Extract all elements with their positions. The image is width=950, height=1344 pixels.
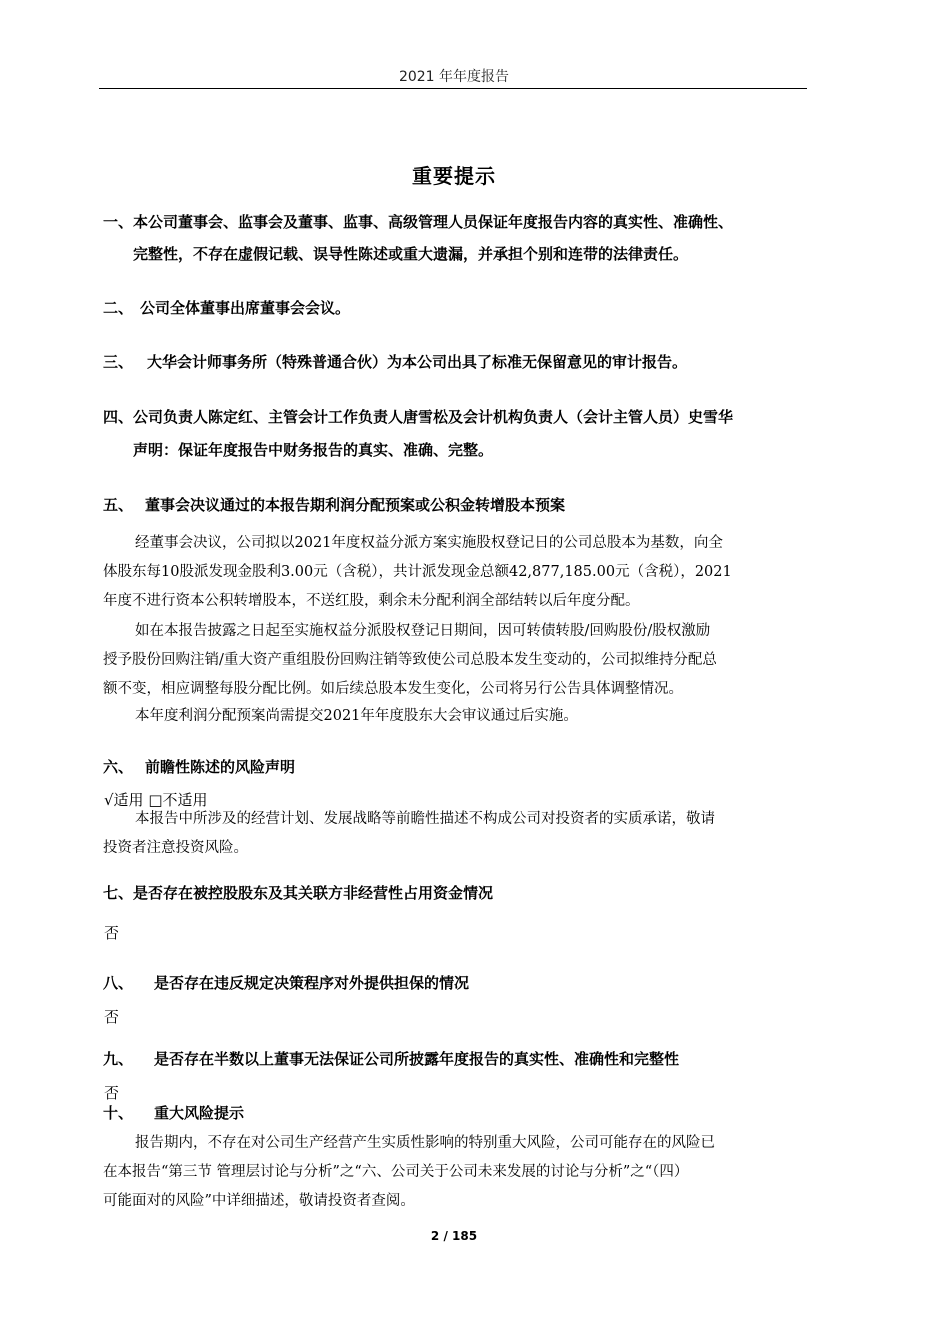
- section-4-heading: [103, 407, 733, 427]
- page-title: 重要提示: [412, 164, 496, 188]
- paragraph-line: 年度不进行资本公积转增股本，不送红股，剩余未分配利润全部结转以后年度分配。: [103, 593, 640, 609]
- section-3-number: 三、: [103, 353, 134, 371]
- section-1-line-1: 本公司董事会、监事会及董事、监事、高级管理人员保证年度报告内容的真实性、准确性、: [133, 213, 734, 231]
- paragraph-line: 如在本报告披露之日起至实施权益分派股权登记日期间，因可转债转股/回购股份/股权激励: [135, 623, 711, 639]
- paragraph-line: 额不变，相应调整每股分配比例。如后续总股本发生变化，公司将另行公告具体调整情况。: [103, 681, 683, 697]
- page-number: 2 / 185: [430, 1229, 478, 1243]
- section-5-paragraph-2: [103, 617, 811, 704]
- section-4-line-1: 公司负责人陈定红、主管会计工作负责人唐雪松及会计机构负责人（会计主管人员）史雪华: [133, 408, 734, 426]
- section-3-text: 大华会计师事务所（特殊普通合伙）为本公司出具了标准无保留意见的审计报告。: [147, 353, 688, 371]
- section-1-number: 一、: [103, 213, 134, 231]
- paragraph-line: 报告期内，不存在对公司生产经营产生实质性影响的特别重大风险，公司可能存在的风险已: [135, 1135, 715, 1151]
- section-5-paragraph-3: 本年度利润分配预案尚需提交2021年年度股东大会审议通过后实施。: [135, 708, 578, 724]
- section-8-answer: 否: [104, 1008, 120, 1026]
- section-7-heading: [103, 883, 493, 903]
- section-2-number: 二、: [103, 299, 134, 317]
- section-7-number: 七、: [103, 884, 134, 902]
- section-9-number: 九、: [103, 1050, 134, 1068]
- section-3-heading: [103, 352, 687, 372]
- section-6-number: 六、: [103, 758, 134, 776]
- section-7-text: 是否存在被控股股东及其关联方非经营性占用资金情况: [133, 884, 494, 902]
- section-7-answer: 否: [104, 924, 120, 942]
- section-9-answer: 否: [104, 1084, 120, 1102]
- paragraph-line: 授予股份回购注销/重大资产重组股份回购注销等致使公司总股本发生变动的，公司拟维持分配总: [103, 652, 717, 668]
- section-5-heading: [103, 495, 565, 515]
- running-header: 2021 年年度报告: [398, 69, 510, 85]
- paragraph-line: 体股东每10股派发现金股利3.00元（含税），共计派发现金总额42,877,185.00元（含税），2021: [103, 564, 732, 580]
- paragraph-line: 可能面对的风险”中详细描述，敬请投资者查阅。: [103, 1193, 415, 1209]
- section-6-heading: [103, 757, 295, 777]
- section-9-text: 是否存在半数以上董事无法保证公司所披露年度报告的真实性、准确性和完整性: [154, 1050, 680, 1068]
- paragraph-line: 在本报告“第三节 管理层讨论与分析”之“六、公司关于公司未来发展的讨论与分析”之“（四）: [103, 1164, 689, 1180]
- section-2-heading: [103, 298, 350, 318]
- section-1-heading: [103, 212, 733, 232]
- section-8-number: 八、: [103, 974, 134, 992]
- section-10-text: 重大风险提示: [154, 1104, 245, 1122]
- section-5-text: 董事会决议通过的本报告期利润分配预案或公积金转增股本预案: [145, 496, 566, 514]
- paragraph-line: 投资者注意投资风险。: [103, 840, 248, 856]
- section-6-text: 前瞻性陈述的风险声明: [145, 758, 296, 776]
- section-2-text: 公司全体董事出席董事会会议。: [140, 299, 351, 317]
- section-10-heading: [103, 1103, 244, 1123]
- section-4-line-2: 声明：保证年度报告中财务报告的真实、准确、完整。: [133, 441, 494, 459]
- paragraph-line: 本报告中所涉及的经营计划、发展战略等前瞻性描述不构成公司对投资者的实质承诺，敬请: [135, 811, 715, 827]
- section-5-paragraph-1: [103, 529, 811, 616]
- section-10-paragraph: [103, 1129, 811, 1216]
- header-divider: [99, 88, 807, 89]
- section-10-number: 十、: [103, 1104, 134, 1122]
- section-4-number: 四、: [103, 408, 134, 426]
- section-6-paragraph: [103, 805, 811, 863]
- applicability-option: √适用 □不适用: [104, 791, 208, 809]
- section-8-heading: [103, 973, 469, 993]
- paragraph-line: 经董事会决议，公司拟以2021年度权益分派方案实施股权登记日的公司总股本为基数，向全: [135, 535, 723, 551]
- section-1-line-2: 完整性，不存在虚假记载、误导性陈述或重大遗漏，并承担个别和连带的法律责任。: [133, 245, 689, 263]
- section-5-number: 五、: [103, 496, 134, 514]
- section-9-heading: [103, 1049, 679, 1069]
- section-8-text: 是否存在违反规定决策程序对外提供担保的情况: [154, 974, 470, 992]
